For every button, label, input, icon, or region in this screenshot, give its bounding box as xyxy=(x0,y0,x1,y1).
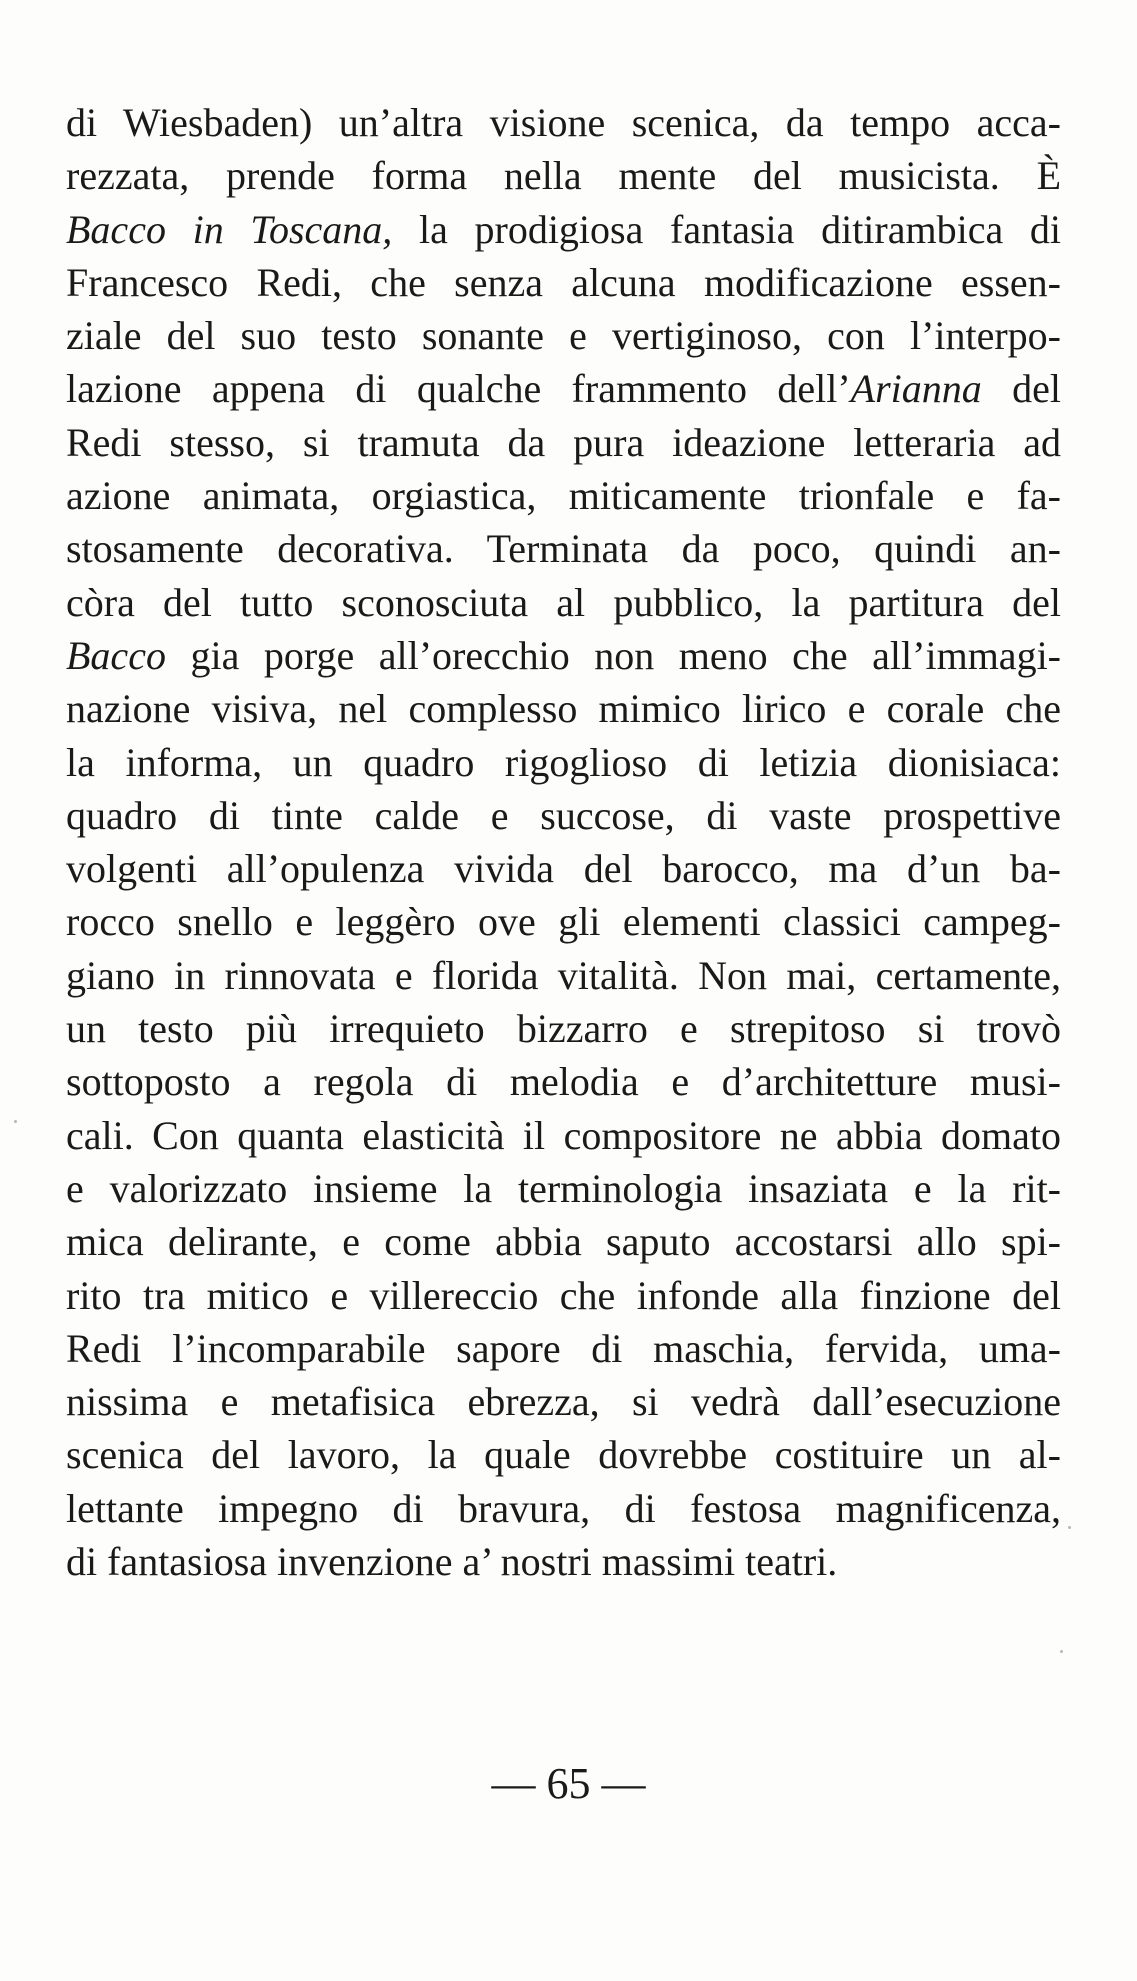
text-line: lazione appena di qualche frammento dell’Arianna del xyxy=(66,366,1061,412)
text-line: giano in rinnovata e florida vitalità. Non mai, certamente, xyxy=(66,952,1061,998)
paper-speck xyxy=(1068,1526,1071,1529)
text-line: di Wiesbaden) un’altra visione scenica, da tempo acca- xyxy=(66,100,1061,145)
paper-speck xyxy=(14,1120,17,1123)
text-line: quadro di tinte calde e succose, di vaste prospettive xyxy=(66,792,1061,838)
text-line: Redi stesso, si tramuta da pura ideazione letteraria ad xyxy=(66,419,1061,465)
text-line: stosamente decorativa. Terminata da poco, quindi an- xyxy=(66,526,1061,572)
text-line: rocco snello e leggèro ove gli elementi classici campeg- xyxy=(66,899,1061,945)
text-line: mica delirante, e come abbia saputo accostarsi allo spi- xyxy=(66,1219,1061,1265)
body-text xyxy=(66,96,1061,1588)
text-line: azione animata, orgiastica, miticamente trionfale e fa- xyxy=(66,473,1061,519)
text-line: Redi l’incomparabile sapore di maschia, fervida, uma- xyxy=(66,1325,1061,1371)
text-line: di fantasiosa invenzione a’ nostri massimi teatri. xyxy=(66,1539,838,1585)
text-line: volgenti all’opulenza vivida del barocco, ma d’un ba- xyxy=(66,846,1061,892)
page-number: — 65 — xyxy=(491,1759,646,1808)
text-line: Bacco in Toscana, la prodigiosa fantasia ditirambica di xyxy=(66,206,1062,252)
paper-speck xyxy=(1060,1650,1063,1653)
text-line: rito tra mitico e villereccio che infonde alla finzione del xyxy=(66,1272,1061,1318)
text-line: cali. Con quanta elasticità il compositore ne abbia domato xyxy=(66,1112,1061,1158)
text-line: sottoposto a regola di melodia e d’architetture musi- xyxy=(66,1059,1061,1105)
text-line: un testo più irrequieto bizzarro e strepitoso si trovò xyxy=(66,1006,1061,1052)
text-line: Francesco Redi, che senza alcuna modificazione essen- xyxy=(66,259,1061,305)
text-line: scenica del lavoro, la quale dovrebbe costituire un al- xyxy=(66,1432,1061,1478)
text-line: ziale del suo testo sonante e vertiginoso, con l’interpo- xyxy=(66,313,1061,359)
text-line: còra del tutto sconosciuta al pubblico, la partitura del xyxy=(66,579,1061,625)
text-line: e valorizzato insieme la terminologia insaziata e la rit- xyxy=(66,1165,1061,1211)
text-line: nissima e metafisica ebrezza, si vedrà dall’esecuzione xyxy=(66,1379,1061,1425)
text-line: rezzata, prende forma nella mente del musicista. È xyxy=(66,153,1061,199)
text-line: lettante impegno di bravura, di festosa magnificenza, xyxy=(66,1485,1061,1531)
text-line: nazione visiva, nel complesso mimico lirico e corale che xyxy=(66,686,1061,732)
text-line: la informa, un quadro rigoglioso di letizia dionisiaca: xyxy=(66,739,1061,785)
text-line: Bacco gia porge all’orecchio non meno che all’immagi- xyxy=(66,632,1061,678)
